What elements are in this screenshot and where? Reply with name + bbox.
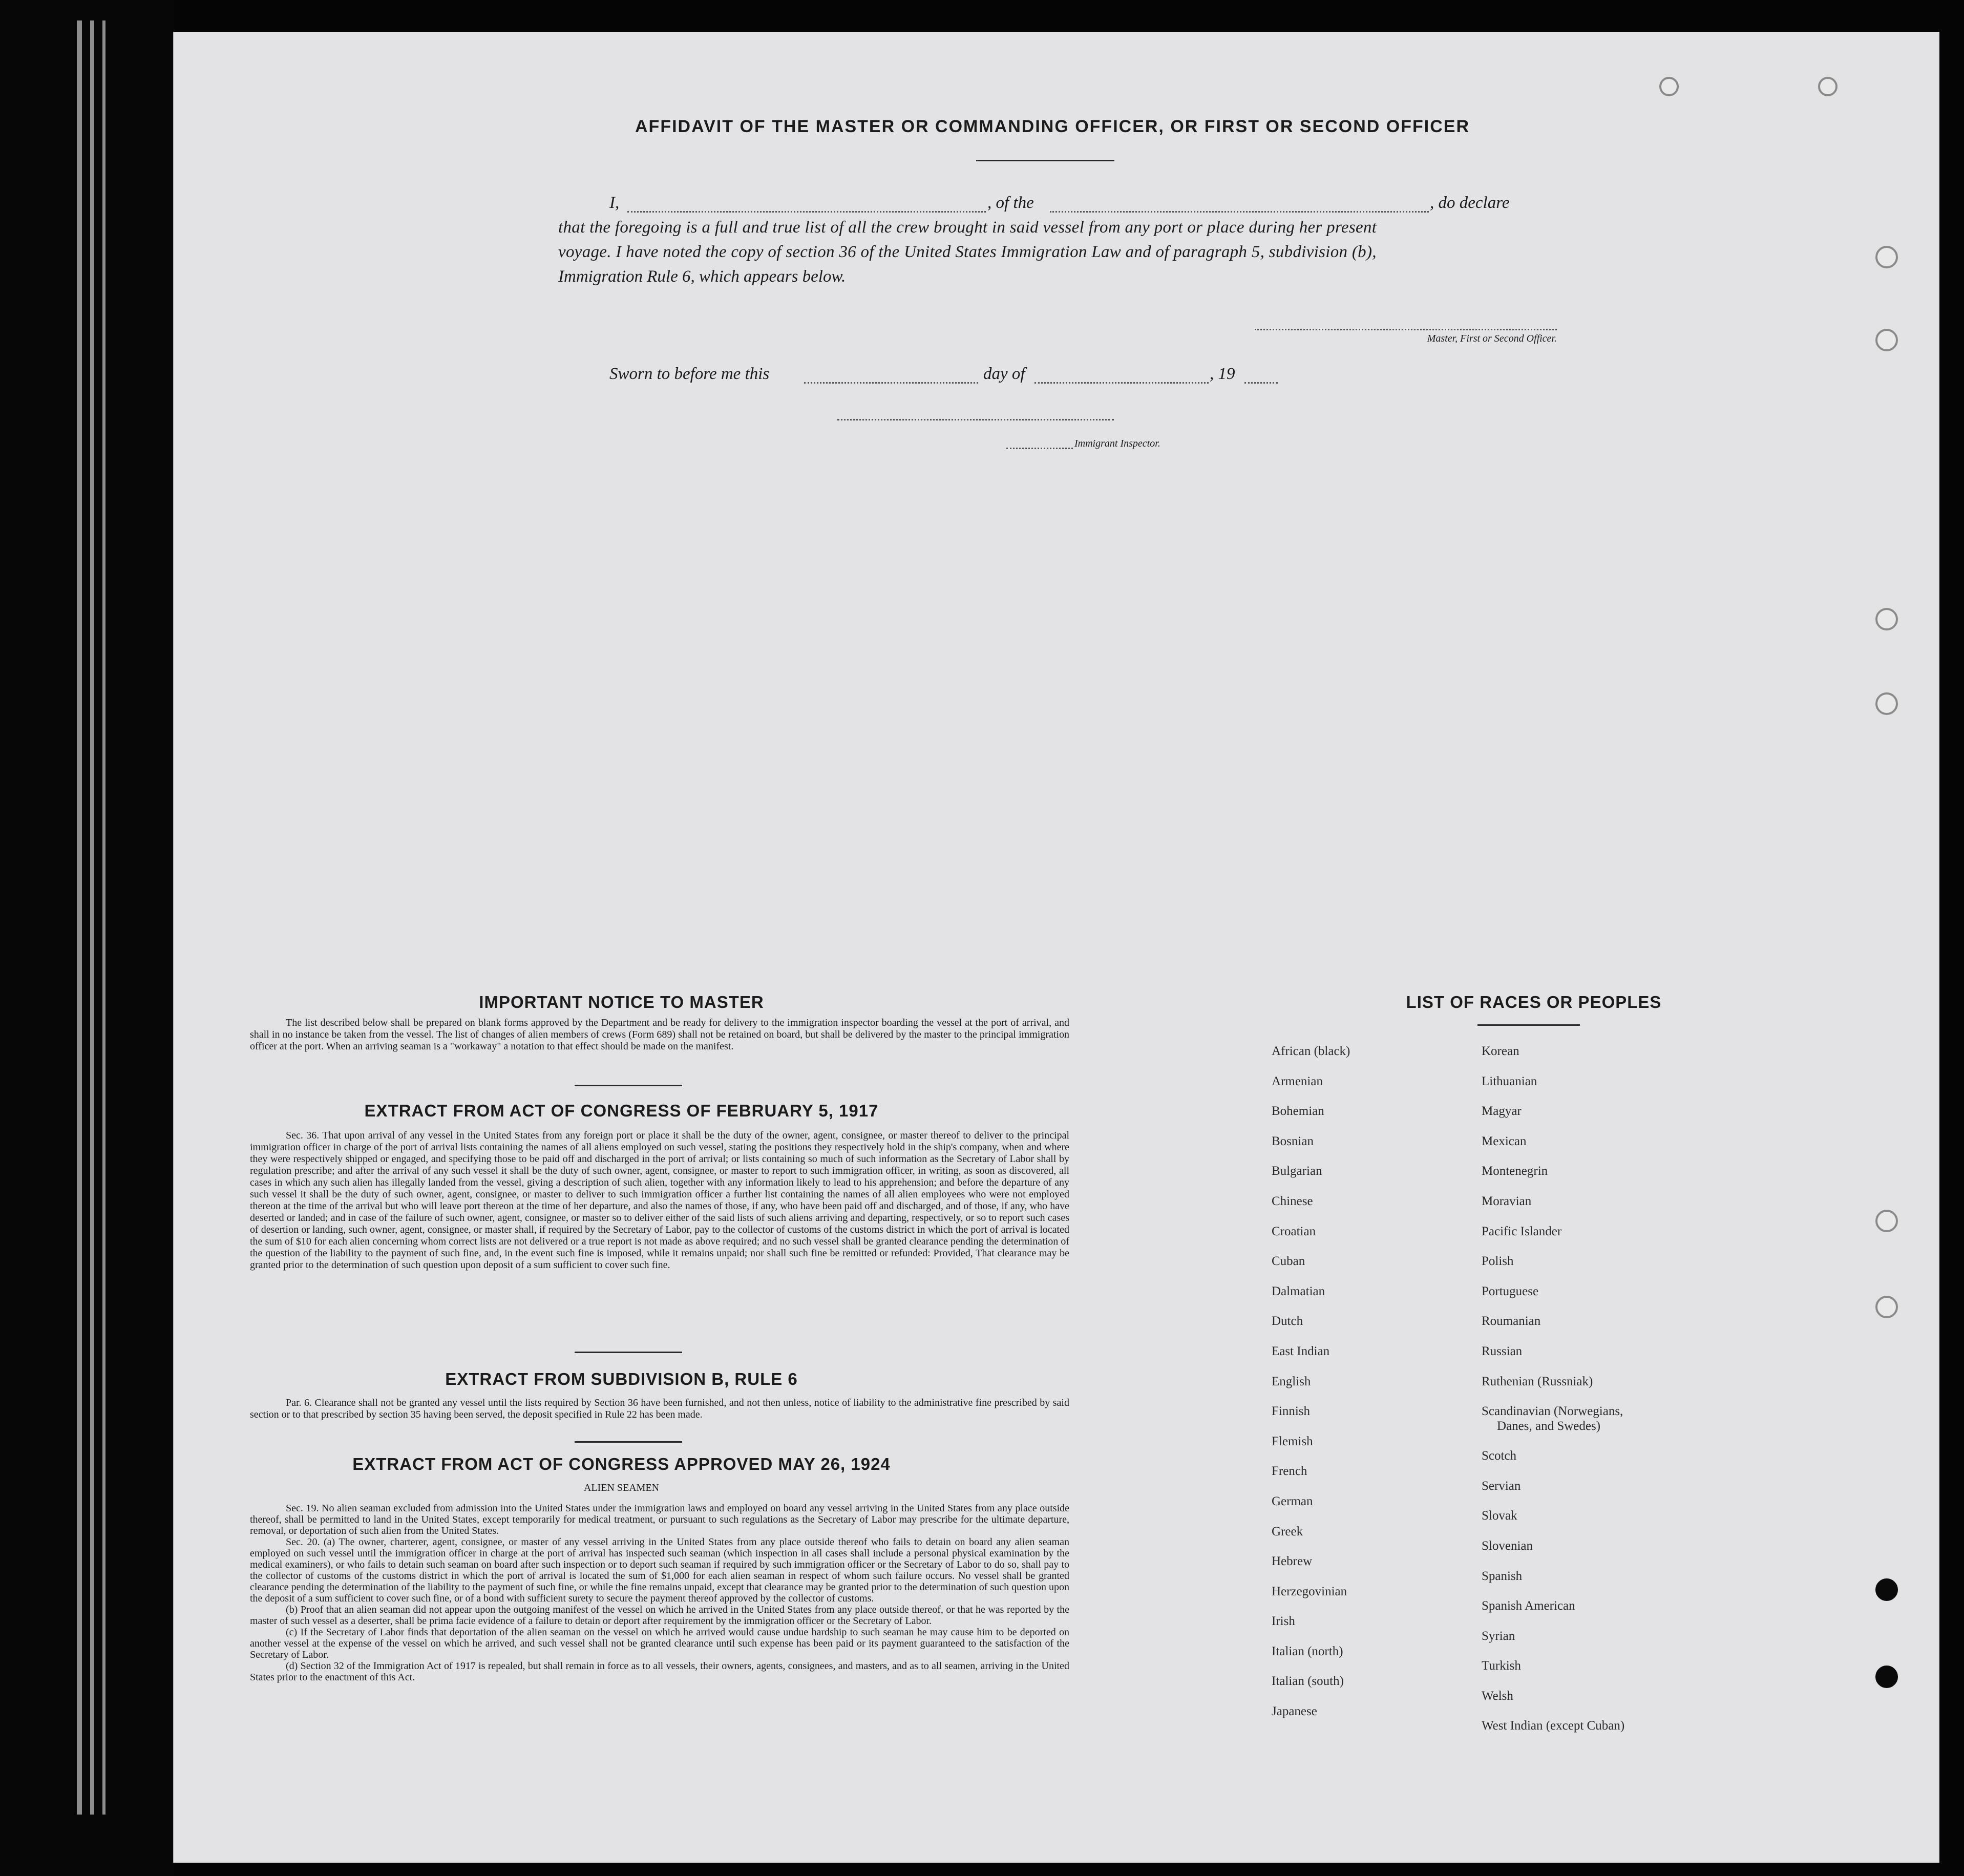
race-item: Russian <box>1482 1344 1523 1358</box>
section-divider <box>575 1352 682 1353</box>
affidavit-title: AFFIDAVIT OF THE MASTER OR COMMANDING OFFICER, OR FIRST OR SECOND OFFICER <box>635 117 1470 136</box>
race-item: Croatian <box>1272 1224 1316 1238</box>
races-title: LIST OF RACES OR PEOPLES <box>1406 993 1662 1011</box>
sworn-year: , 19 <box>1210 365 1235 383</box>
binder-stripe <box>102 20 105 1815</box>
punch-hole <box>1875 1578 1898 1601</box>
race-item: Lithuanian <box>1482 1074 1537 1088</box>
section-divider <box>575 1441 682 1443</box>
sec-20a-paragraph: Sec. 20. (a) The owner, charterer, agent, consignee, or master of any vessel arriving in the United States from any place outside thereof who fails to detain on board any alien seaman employed on such vessel until the immigration officer in charge at the port of arrival has inspected such seaman (which inspection in all cases shall include a personal physical examination by the medical examiners), or who fails to detain such seaman on board after such inspection or to deport such seaman if required by such immigration officer or the Secretary of Labor to do so, shall pay to the collector of customs of the customs district in which the port of arrival is located the sum of $1,000 for each alien seaman in respect of whom such failure occurs. No vessel shall be granted clearance pending the determination of the liability to the payment of such fine, or while the fine remains unpaid, except that clearance may be granted prior to the determination of such question upon the deposit of a sum sufficient to cover such fine, or of a bond with sufficient surety to secure the payment thereof approved by the collector of customs. <box>250 1536 1069 1604</box>
month-blank <box>1034 382 1209 384</box>
race-item: Chinese <box>1272 1194 1313 1208</box>
year-blank <box>1244 382 1278 384</box>
race-item: Scotch <box>1482 1449 1517 1463</box>
race-item: Armenian <box>1272 1074 1323 1088</box>
notice-title: IMPORTANT NOTICE TO MASTER <box>479 993 764 1011</box>
race-item: Italian (south) <box>1272 1674 1344 1689</box>
race-item: Magyar <box>1482 1104 1522 1119</box>
extract-rule6-title: EXTRACT FROM SUBDIVISION B, RULE 6 <box>445 1369 798 1388</box>
race-item: Spanish American <box>1482 1599 1575 1613</box>
race-item: West Indian (except Cuban) <box>1482 1719 1625 1733</box>
affidavit-line-4: Immigration Rule 6, which appears below. <box>558 267 846 286</box>
race-item: Flemish <box>1272 1434 1313 1448</box>
sec-20d-paragraph: (d) Section 32 of the Immigration Act of 1917 is repealed, but shall remain in force as to all vessels, their owners, agents, consignees, and masters, and as to all seamen, arriving in the United States prior to the enactment of this Act. <box>250 1660 1069 1683</box>
punch-hole <box>1659 77 1679 96</box>
race-item: Japanese <box>1272 1704 1317 1719</box>
inspector-signature-blank <box>837 419 1114 420</box>
race-item: Bohemian <box>1272 1104 1324 1119</box>
race-item: Slovenian <box>1482 1538 1533 1553</box>
race-item: Greek <box>1272 1524 1303 1538</box>
race-item: Moravian <box>1482 1194 1532 1208</box>
race-item: English <box>1272 1374 1311 1388</box>
race-item: Bosnian <box>1272 1134 1314 1148</box>
punch-hole <box>1875 246 1898 268</box>
inspector-caption: Immigrant Inspector. <box>1074 438 1160 449</box>
race-item: Dalmatian <box>1272 1284 1325 1298</box>
extract-1917-body: Sec. 36. That upon arrival of any vessel in the United States from any foreign port or place it shall be the duty of the owner, agent, consignee, or master thereof to deliver to the principal immigration officer in charge of the port of arrival lists containing the names of all aliens employed on such vessel, stating the positions they respectively hold in the ship's company, when and where they were respectively shipped or engaged, and specifying those to be paid off and discharged in the port of arrival; or lists containing so much of such information as the Secretary of Labor shall by regulation prescribe; and after the arrival of any such vessel it shall be the duty of such owner, agent, consignee, or master to report to such immigration officer, in writing, as soon as discovered, all cases in which any such alien has illegally landed from the vessel, giving a description of such alien, together with any information likely to lead to his apprehension; and before the departure of any such vessel it shall be the duty of such owner, agent, consignee, or master to deliver to such immigration officer a further list containing the names of all alien employees who were not employed thereon at the time of the arrival but who will leave port thereon at the time of her departure, and also the names of those, if any, who have been paid off and discharged, and of those, if any, who have deserted or landed; and in case of the failure of such owner, agent, consignee, or master so to deliver either of the said lists of such aliens arriving and departing, respectively, or so to report such cases of desertion or landing, such owner, agent, consignee, or master shall, if required by the Secretary of Labor, pay to the collector of customs of the customs district in which the port of arrival is located the sum of $10 for each alien concerning whom correct lists are not delivered or a true report is not made as above required; and no such vessel shall be granted clearance pending the determination of the question of the liability to the payment of such fine, and, in the event such fine is imposed, while it remains unpaid; nor shall such fine be remitted or refunded: Provided, That clearance may be granted prior to the determination of such question upon deposit of a sum sufficient to cover such fine. <box>250 1130 1069 1271</box>
race-item: African (black) <box>1272 1044 1350 1058</box>
title-underline <box>1477 1024 1580 1026</box>
sworn-prefix: Sworn to before me this <box>609 365 770 383</box>
extract-1924-body <box>250 1503 1069 1683</box>
race-item: Irish <box>1272 1614 1295 1629</box>
races-left-column <box>1272 1037 1350 1727</box>
race-item: East Indian <box>1272 1344 1330 1358</box>
race-item: French <box>1272 1464 1307 1479</box>
vessel-blank <box>1050 211 1429 213</box>
race-item: Italian (north) <box>1272 1644 1343 1658</box>
races-right-column <box>1482 1037 1624 1741</box>
extract-1924-title: EXTRACT FROM ACT OF CONGRESS APPROVED MAY 26, 1924 <box>352 1455 891 1473</box>
punch-hole <box>1875 1666 1898 1688</box>
race-item: Finnish <box>1272 1404 1311 1419</box>
race-item: Hebrew <box>1272 1554 1313 1569</box>
punch-hole <box>1875 692 1898 715</box>
race-item: Spanish <box>1482 1569 1523 1583</box>
binder-stripe <box>77 20 82 1815</box>
race-item: Syrian <box>1482 1629 1515 1643</box>
day-blank <box>804 382 978 384</box>
punch-hole <box>1875 608 1898 630</box>
race-item: Bulgarian <box>1272 1164 1322 1178</box>
race-item-multiline <box>1482 1397 1624 1441</box>
race-item: Scandinavian (Norwegians, <box>1482 1404 1623 1419</box>
race-item: Dutch <box>1272 1314 1303 1329</box>
sec-20b-paragraph: (b) Proof that an alien seaman did not appear upon the outgoing manifest of the vessel on which he arrived in the United States from any place outside thereof, or that he was reported by the master of such vessel as a deserter, shall be prima facie evidence of a failure to detain or deport after requirement by the immigration officer or the Secretary of Labor. <box>250 1604 1069 1627</box>
race-item: Korean <box>1482 1044 1519 1058</box>
binder-stripe <box>90 20 94 1815</box>
race-item: Danes, and Swedes) <box>1497 1419 1601 1434</box>
race-item: Slovak <box>1482 1509 1517 1523</box>
punch-hole <box>1875 329 1898 351</box>
sworn-day-of: day of <box>983 365 1025 383</box>
race-item: Servian <box>1482 1479 1521 1493</box>
affidavit-line-3: voyage. I have noted the copy of section 36 of the United States Immigration Law and of paragraph 5, subdivision (b), <box>558 243 1377 261</box>
race-item: Cuban <box>1272 1254 1305 1269</box>
title-underline <box>976 160 1114 161</box>
punch-hole <box>1875 1210 1898 1232</box>
affidavit-i: I, <box>609 194 620 212</box>
race-item: Montenegrin <box>1482 1164 1548 1178</box>
affidavit-declare: , do declare <box>1430 194 1510 212</box>
race-item: Pacific Islander <box>1482 1224 1562 1238</box>
extract-rule6-body: Par. 6. Clearance shall not be granted any vessel until the lists required by Section 36 have been furnished, and not then unless, notice of liability to the administrative fine prescribed by said section or to that prescribed by section 35 having been served, the deposit specified in Rule 22 has been made. <box>250 1397 1069 1420</box>
extract-1917-title: EXTRACT FROM ACT OF CONGRESS OF FEBRUARY 5, 1917 <box>364 1101 879 1120</box>
signature-caption: Master, First or Second Officer. <box>1427 333 1557 344</box>
race-item: Welsh <box>1482 1689 1513 1703</box>
signature-blank <box>1255 329 1557 330</box>
punch-hole <box>1875 1296 1898 1318</box>
binder-edge <box>0 0 174 1876</box>
section-divider <box>575 1085 682 1086</box>
affidavit-line-2: that the foregoing is a full and true list of all the crew brought in said vessel from any port or place during her present <box>558 218 1377 237</box>
notice-body: The list described below shall be prepared on blank forms approved by the Department and be ready for delivery to the immigration inspector boarding the vessel at the port of arrival, and shall in no instance be taken from the vessel. The list of changes of alien members of crews (Form 689) shall not be retained on board, but shall be delivered by the master to the principal immigration officer at the port. When an arriving seaman is a "workaway" a notation to that effect should be made on the manifest. <box>250 1017 1069 1052</box>
document-page <box>173 32 1939 1863</box>
race-item: German <box>1272 1494 1313 1508</box>
affidavit-of-the: , of the <box>987 194 1034 212</box>
race-item: Roumanian <box>1482 1314 1541 1329</box>
race-item: Polish <box>1482 1254 1514 1269</box>
extract-1924-subtitle: ALIEN SEAMEN <box>583 1482 660 1493</box>
race-item: Herzegovinian <box>1272 1584 1347 1598</box>
name-blank <box>627 211 986 213</box>
race-item: Turkish <box>1482 1659 1521 1673</box>
race-item: Mexican <box>1482 1134 1527 1148</box>
sec-20c-paragraph: (c) If the Secretary of Labor finds that deportation of the alien seaman on the vessel on which he arrived would cause undue hardship to such seaman he may cause him to be deported on another vessel at the expense of the vessel on which he arrived, and such vessel shall not be granted clearance until such expense has been paid or its payment guaranteed to the satisfaction of the Secretary of Labor. <box>250 1627 1069 1660</box>
inspector-name-blank <box>1006 448 1073 449</box>
punch-hole <box>1818 77 1838 96</box>
sec-19-paragraph: Sec. 19. No alien seaman excluded from admission into the United States under the immigration laws and employed on board any vessel arriving in the United States from any place outside thereof, shall be permitted to land in the United States, except temporarily for medical treatment, or pursuant to such regulations as the Secretary of Labor may prescribe for the ultimate departure, removal, or deportation of such alien from the United States. <box>250 1503 1069 1536</box>
race-item: Portuguese <box>1482 1284 1539 1298</box>
race-item: Ruthenian (Russniak) <box>1482 1374 1593 1388</box>
